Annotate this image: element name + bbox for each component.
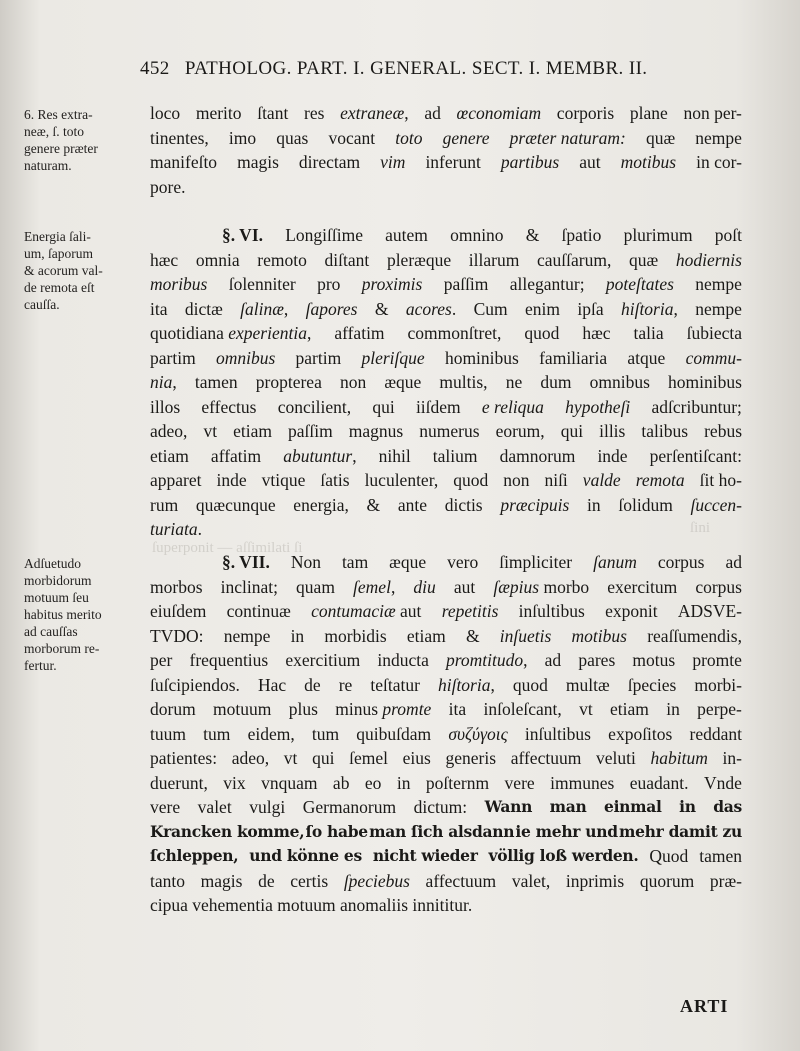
text-line: duerunt, vix vnquam ab eo in poſternm vere immunes euadant. Vnde bbox=[150, 772, 742, 793]
margin-note-line: habitus merito bbox=[24, 607, 102, 622]
bleed-through-mark: ſuperponit — aſſimilati ſi bbox=[152, 540, 303, 556]
text-line: pore. bbox=[150, 176, 186, 197]
paragraph-section-6 bbox=[150, 223, 742, 542]
catchword: ARTI bbox=[680, 996, 729, 1016]
section-number-6: §. VI. bbox=[222, 225, 264, 245]
margin-note-adsuetudo bbox=[24, 555, 150, 674]
page-number: 452 bbox=[140, 58, 170, 79]
running-title: PATHOLOG. PART. I. GENERAL. SECT. I. MEMBR. II. bbox=[184, 58, 648, 79]
text-line: tuum tum eidem, tum quibuſdam συζύγοις inſultibus expoſitos reddant bbox=[150, 723, 742, 744]
paragraph-section-7 bbox=[150, 550, 742, 918]
text-line: tinentes, imo quas vocant toto genere præter naturam: quæ nempe bbox=[150, 127, 742, 148]
margin-note-line: um, ſaporum bbox=[24, 246, 93, 261]
margin-note-line: neæ, ſ. toto bbox=[24, 124, 84, 139]
text-line: manifeſto magis directam vim inferunt partibus aut motibus in cor- bbox=[150, 152, 742, 172]
paragraph-res-extraneae bbox=[150, 101, 742, 199]
text-line: ita dictæ ſalinæ, ſapores & acores. Cum enim ipſa hiſtoria, nempe bbox=[150, 298, 742, 319]
text-line: dorum motuum plus minus promte ita inſoleſcant, vt etiam in perpe- bbox=[150, 699, 742, 719]
margin-note-line: naturam. bbox=[24, 158, 72, 173]
margin-note-line: fertur. bbox=[24, 658, 57, 673]
margin-note-line: genere præter bbox=[24, 141, 98, 156]
text-line: moribus ſolenniter pro proximis paſſim allegantur; poteſtates nempe bbox=[150, 274, 742, 294]
margin-note-line: ad cauſſas bbox=[24, 624, 78, 639]
text-line: vere valet vulgi Germanorum dictum: Wann man einmal in das bbox=[150, 797, 742, 817]
text-line: eiuſdem continuæ contumaciæ aut repetitis inſultibus exponit ADSVE- bbox=[150, 601, 742, 621]
text-line: morbos inclinat; quam ſemel, diu aut ſæpius morbo exercitum corpus bbox=[150, 576, 742, 597]
margin-note-line: 6. Res extra- bbox=[24, 107, 93, 122]
text-line: turiata. bbox=[150, 519, 203, 539]
text-line: ſchleppen, und könne es nicht wieder völlig loß werden. Quod tamen bbox=[150, 846, 742, 866]
margin-note-line: motuum ſeu bbox=[24, 590, 89, 605]
section-number-7: §. VII. bbox=[222, 552, 270, 572]
running-header bbox=[140, 58, 740, 80]
margin-note-line: de remota eſt bbox=[24, 280, 95, 295]
text-line: §. VI. Longiſſime autem omnino & ſpatio plurimum poſt bbox=[150, 223, 742, 248]
text-line: nia, tamen propterea non æque multis, ne dum omnibus hominibus bbox=[150, 372, 742, 392]
margin-note-energia bbox=[24, 228, 150, 313]
text-line: patientes: adeo, vt qui ſemel eius generis affectuum veluti habitum in- bbox=[150, 748, 742, 768]
text-line: ſuſcipiendos. Hac de re teſtatur hiſtoria, quod multæ ſpecies morbi- bbox=[150, 674, 742, 695]
bleed-through-mark: ſini bbox=[690, 520, 711, 536]
text-line: §. VII. Non tam æque vero ſimpliciter ſanum corpus ad bbox=[150, 550, 742, 575]
margin-note-line: morborum re- bbox=[24, 641, 100, 656]
text-line: Krancken komme, ſo habe man ſich alsdann ie mehr und mehr damit zu bbox=[150, 821, 742, 841]
text-line: tanto magis de certis ſpeciebus affectuum valet, inprimis quorum præ- bbox=[150, 870, 742, 891]
margin-note-line: cauſſa. bbox=[24, 297, 60, 312]
text-line: cipua vehementia motuum anomaliis innititur. bbox=[150, 895, 473, 915]
text-line: hæc omnia remoto diſtant pleræque illarum cauſſarum, quæ hodiernis bbox=[150, 249, 742, 270]
text-line: loco merito ſtant res extraneæ, ad œconomiam corporis plane non per- bbox=[150, 103, 742, 123]
text-line: etiam affatim abutuntur, nihil talium damnorum inde perſentiſcant: bbox=[150, 445, 742, 466]
margin-note-line: & acorum val- bbox=[24, 263, 103, 278]
text-line: illos effectus concilient, qui iiſdem e reliqua hypotheſi adſcribuntur; bbox=[150, 396, 742, 417]
margin-note-line: Energia ſali- bbox=[24, 229, 91, 244]
text-line: partim omnibus partim pleriſque hominibus familiaria atque commu- bbox=[150, 347, 742, 368]
text-line: adeo, vt etiam paſſim magnus numerus eorum, qui illis talibus rebus bbox=[150, 421, 742, 441]
text-line: apparet inde vtique ſatis luculenter, quod non niſi valde remota ſit ho- bbox=[150, 470, 742, 490]
text-line: per frequentius exercitium inducta promtitudo, ad pares motus promte bbox=[150, 650, 742, 670]
text-line: rum quæcunque energia, & ante dictis præcipuis in ſolidum ſuccen- bbox=[150, 494, 742, 515]
text-line: TVDO: nempe in morbidis etiam & inſuetis motibus reaſſumendis, bbox=[150, 625, 742, 646]
margin-note-res-extraneae bbox=[24, 106, 150, 174]
margin-note-line: Adſuetudo bbox=[24, 556, 81, 571]
text-line: quotidiana experientia, affatim commonſtret, quod hæc talia ſubiecta bbox=[150, 323, 742, 343]
margin-note-line: morbidorum bbox=[24, 573, 92, 588]
